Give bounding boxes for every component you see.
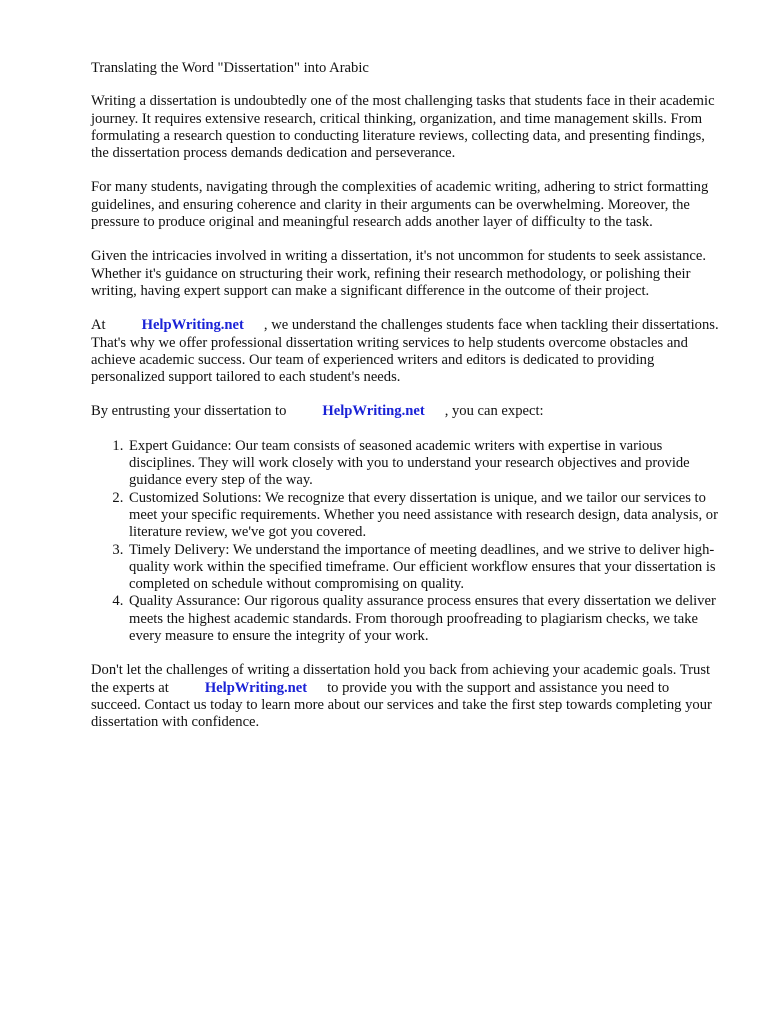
paragraph-expectations <box>91 403 721 420</box>
paragraph-service-intro <box>91 317 721 386</box>
benefits-list <box>91 438 721 646</box>
paragraph-closing <box>91 662 721 731</box>
paragraph-service-intro-before: At <box>91 317 106 334</box>
list-item: 3. Timely Delivery: We understand the importance of meeting deadlines, and we strive to deliver high-quality work within the specified timeframe. Our efficient workflow ensures that your dissertation is completed on schedule without compromising on quality. <box>127 542 721 594</box>
helpwriting-link-3[interactable]: HelpWriting.net <box>204 679 308 696</box>
helpwriting-link-1[interactable]: HelpWriting.net <box>141 317 244 334</box>
list-item: 1. Expert Guidance: Our team consists of seasoned academic writers with expertise in various disciplines. They will work closely with you to understand your research objectives and provide guidance every step of the way. <box>127 438 721 490</box>
paragraph-closing-after: to provide you with the support and assistance you need to succeed. Contact us today to learn more about our services and take the first step towards completing your dissertation with confidence. <box>91 679 712 731</box>
document-title: Translating the Word "Dissertation" into Arabic <box>91 60 369 76</box>
paragraph-challenges: For many students, navigating through the complexities of academic writing, adhering to strict formatting guidelines, and ensuring coherence and clarity in their arguments can be overwhelming. Moreover, the pressure to produce original and meaningful research adds another layer of difficulty to the task. <box>91 179 709 231</box>
paragraph-closing-before: Don't let the challenges of writing a dissertation hold you back from achieving your academic goals. Trust the experts at <box>91 662 711 696</box>
document-page <box>91 60 721 749</box>
list-item: 2. Customized Solutions: We recognize that every dissertation is unique, and we tailor our services to meet your specific requirements. Whether you need assistance with research design, data analysis, or literature review, we've got you covered. <box>127 490 721 542</box>
helpwriting-link-2[interactable]: HelpWriting.net <box>322 403 425 420</box>
paragraph-expectations-after: , you can expect: <box>444 403 544 420</box>
list-item: 4. Quality Assurance: Our rigorous quality assurance process ensures that every dissertation we deliver meets the highest academic standards. From thorough proofreading to plagiarism checks, we take every measure to ensure the integrity of your work. <box>127 593 721 645</box>
paragraph-expectations-before: By entrusting your dissertation to <box>91 403 287 420</box>
paragraph-intro: Writing a dissertation is undoubtedly one of the most challenging tasks that students face in their academic journey. It requires extensive research, critical thinking, organization, and time management skills. From formulating a research question to conducting literature reviews, collecting data, and presenting findings, the dissertation process demands dedication and perseverance. <box>91 93 715 162</box>
paragraph-service-intro-after: , we understand the challenges students face when tackling their dissertations. That's why we offer professional dissertation writing services to help students overcome obstacles and achieve academic success. Our team of experienced writers and editors is dedicated to providing personalized support tailored to each student's needs. <box>91 317 719 386</box>
paragraph-assistance: Given the intricacies involved in writing a dissertation, it's not uncommon for students to seek assistance. Whether it's guidance on structuring their work, refining their research methodology, or polishing their writing, having expert support can make a significant difference in the outcome of their project. <box>91 248 707 299</box>
